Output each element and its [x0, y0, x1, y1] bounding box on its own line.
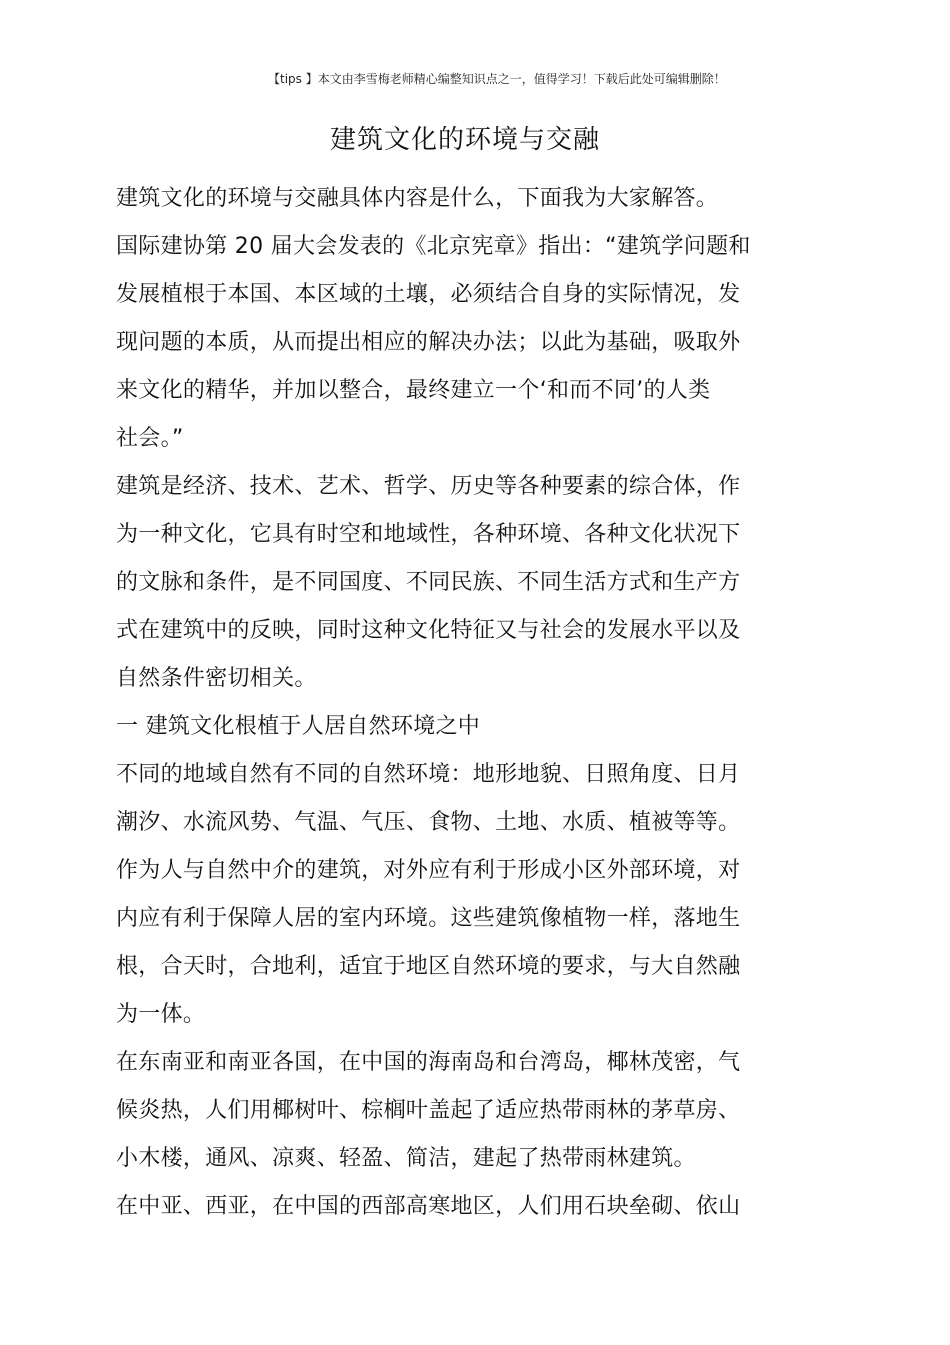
paragraph-line: 发展植根于本国、本区域的土壤，必须结合自身的实际情况，发 — [116, 282, 741, 307]
paragraph-line: 国际建协第 20 届大会发表的《北京宪章》指出：“建筑学问题和 — [116, 234, 751, 259]
paragraph-line: 作为人与自然中介的建筑，对外应有利于形成小区外部环境，对 — [116, 858, 741, 883]
paragraph-line: 来文化的精华，并加以整合，最终建立一个‘和而不同’的人类 — [116, 378, 711, 403]
tips-header: 【tips 】本文由李雪梅老师精心编整知识点之一，值得学习！下载后此处可编辑删除！ — [268, 72, 726, 86]
paragraph-line: 建筑文化的环境与交融具体内容是什么，下面我为大家解答。 — [116, 186, 719, 211]
paragraph-line: 小木楼，通风、凉爽、轻盈、简洁，建起了热带雨林建筑。 — [116, 1146, 696, 1171]
paragraph-line: 为一种文化，它具有时空和地域性，各种环境、各种文化状况下 — [116, 522, 741, 547]
paragraph-line: 自然条件密切相关。 — [116, 666, 317, 691]
paragraph-line: 在东南亚和南亚各国，在中国的海南岛和台湾岛，椰林茂密，气 — [116, 1050, 741, 1075]
paragraph-line: 式在建筑中的反映，同时这种文化特征又与社会的发展水平以及 — [116, 618, 741, 643]
paragraph-line: 候炎热，人们用椰树叶、棕榈叶盖起了适应热带雨林的茅草房、 — [116, 1098, 741, 1123]
document-body — [116, 175, 796, 1231]
paragraph-line: 的文脉和条件，是不同国度、不同民族、不同生活方式和生产方 — [116, 570, 741, 595]
paragraph-line: 为一体。 — [116, 1002, 206, 1027]
paragraph-line: 在中亚、西亚，在中国的西部高寒地区，人们用石块垒砌、依山 — [116, 1194, 741, 1219]
section-heading: 一 建筑文化根植于人居自然环境之中 — [116, 714, 481, 739]
paragraph-line: 社会。” — [116, 426, 184, 451]
paragraph-line: 不同的地域自然有不同的自然环境：地形地貌、日照角度、日月 — [116, 762, 741, 787]
paragraph-line: 建筑是经济、技术、艺术、哲学、历史等各种要素的综合体，作 — [116, 474, 741, 499]
paragraph-line: 现问题的本质，从而提出相应的解决办法；以此为基础，吸取外 — [116, 330, 741, 355]
paragraph-line: 根，合天时，合地利，适宜于地区自然环境的要求，与大自然融 — [116, 954, 741, 979]
paragraph-line: 潮汐、水流风势、气温、气压、食物、土地、水质、植被等等。 — [116, 810, 741, 835]
paragraph-line: 内应有利于保障人居的室内环境。这些建筑像植物一样，落地生 — [116, 906, 741, 931]
page-title: 建筑文化的环境与交融 — [329, 125, 600, 155]
